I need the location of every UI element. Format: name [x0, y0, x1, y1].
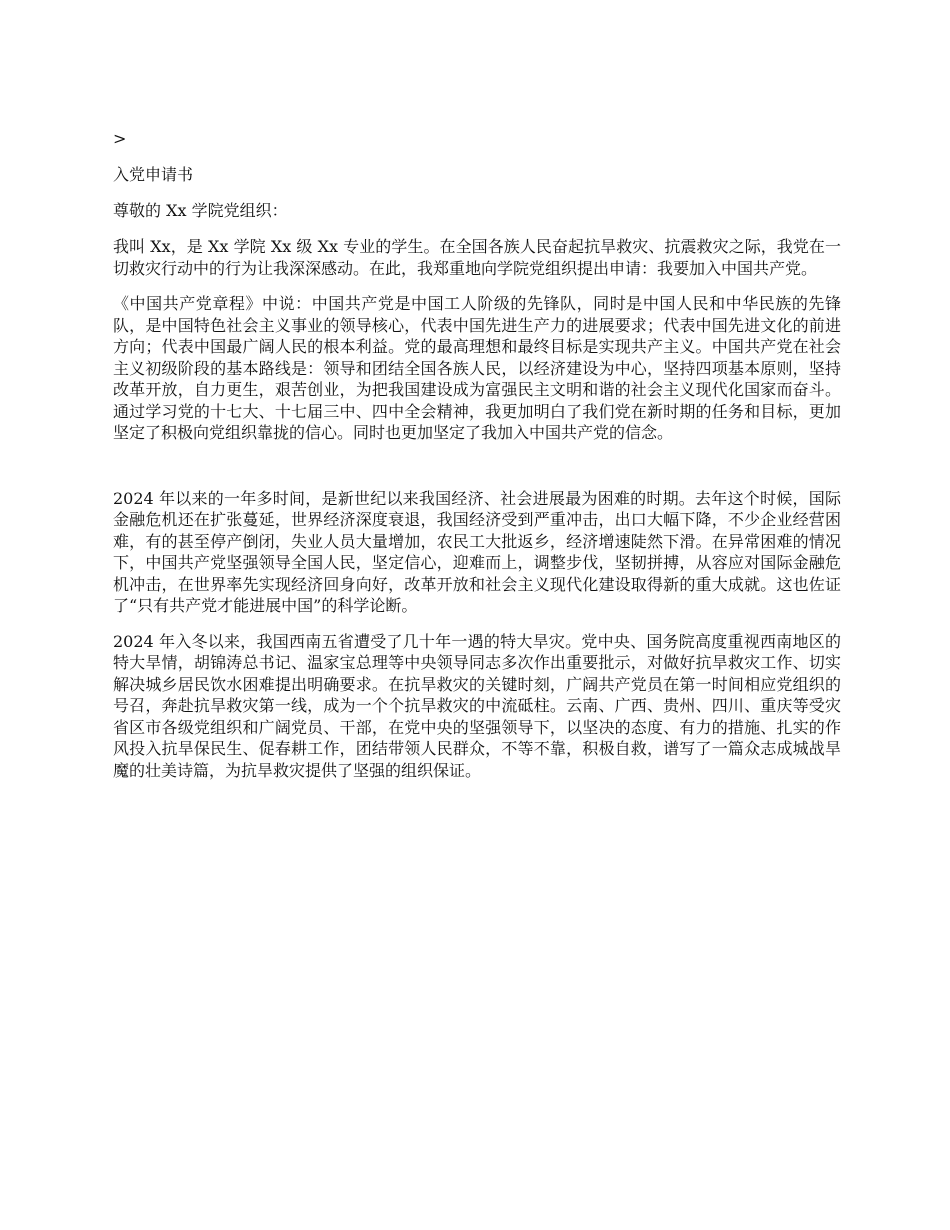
salutation: 尊敬的 Xx 学院党组织： [113, 201, 288, 220]
paragraph-introduction: 我叫 Xx，是 Xx 学院 Xx 级 Xx 专业的学生。在全国各族人民奋起抗旱救灾、抗震救灾之际，我党在一切救灾行动中的行为让我深深感动。在此，我郑重地向学院党组织提出申请：我要加入中国共产党。 [113, 237, 841, 278]
section-spacer [113, 458, 841, 488]
document-page [113, 128, 841, 795]
paragraph-party-constitution: 《中国共产党章程》中说：中国共产党是中国工人阶级的先锋队，同时是中国人民和中华民族的先锋队，是中国特色社会主义事业的领导核心，代表中国先进生产力的进展要求；代表中国先进文化的前进方向；代表中国最广阔人民的根本利益。党的最高理想和最终目标是实现共产主义。中国共产党在社会主义初级阶段的基本路线是：领导和团结全国各族人民，以经济建设为中心，坚持四项基本原则，坚持改革开放，自力更生，艰苦创业，为把我国建设成为富强民主文明和谐的社会主义现代化国家而奋斗。通过学习党的十七大、十七届三中、四中全会精神，我更加明白了我们党在新时期的任务和目标，更加坚定了积极向党组织靠拢的信心。同时也更加坚定了我加入中国共产党的信念。 [113, 294, 841, 442]
quote-marker: > [113, 129, 127, 148]
paragraph-economic-period: 2024 年以来的一年多时间，是新世纪以来我国经济、社会进展最为困难的时期。去年这个时候，国际金融危机还在扩张蔓延，世界经济深度衰退，我国经济受到严重冲击，出口大幅下降，不少企业经营困难，有的甚至停产倒闭，失业人员大量增加，农民工大批返乡，经济增速陡然下滑。在异常困难的情况下，中国共产党坚强领导全国人民，坚定信心，迎难而上，调整步伐，坚韧拼搏，从容应对国际金融危机冲击，在世界率先实现经济回身向好，改革开放和社会主义现代化建设取得新的重大成就。这也佐证了“只有共产党才能进展中国”的科学论断。 [113, 488, 841, 615]
document-title: 入党申请书 [113, 165, 194, 184]
paragraph-drought-relief: 2024 年入冬以来，我国西南五省遭受了几十年一遇的特大旱灾。党中央、国务院高度重视西南地区的特大旱情，胡锦涛总书记、温家宝总理等中央领导同志多次作出重要批示，对做好抗旱救灾工作、切实解决城乡居民饮水困难提出明确要求。在抗旱救灾的关键时刻，广阔共产党员在第一时间相应党组织的号召，奔赴抗旱救灾第一线，成为一个个抗旱救灾的中流砥柱。云南、广西、贵州、四川、重庆等受灾省区市各级党组织和广阔党员、干部，在党中央的坚强领导下，以坚决的态度、有力的措施、扎实的作风投入抗旱保民生、促春耕工作，团结带领人民群众，不等不靠，积极自救，谱写了一篇众志成城战旱魔的壮美诗篇，为抗旱救灾提供了坚强的组织保证。 [113, 631, 841, 780]
